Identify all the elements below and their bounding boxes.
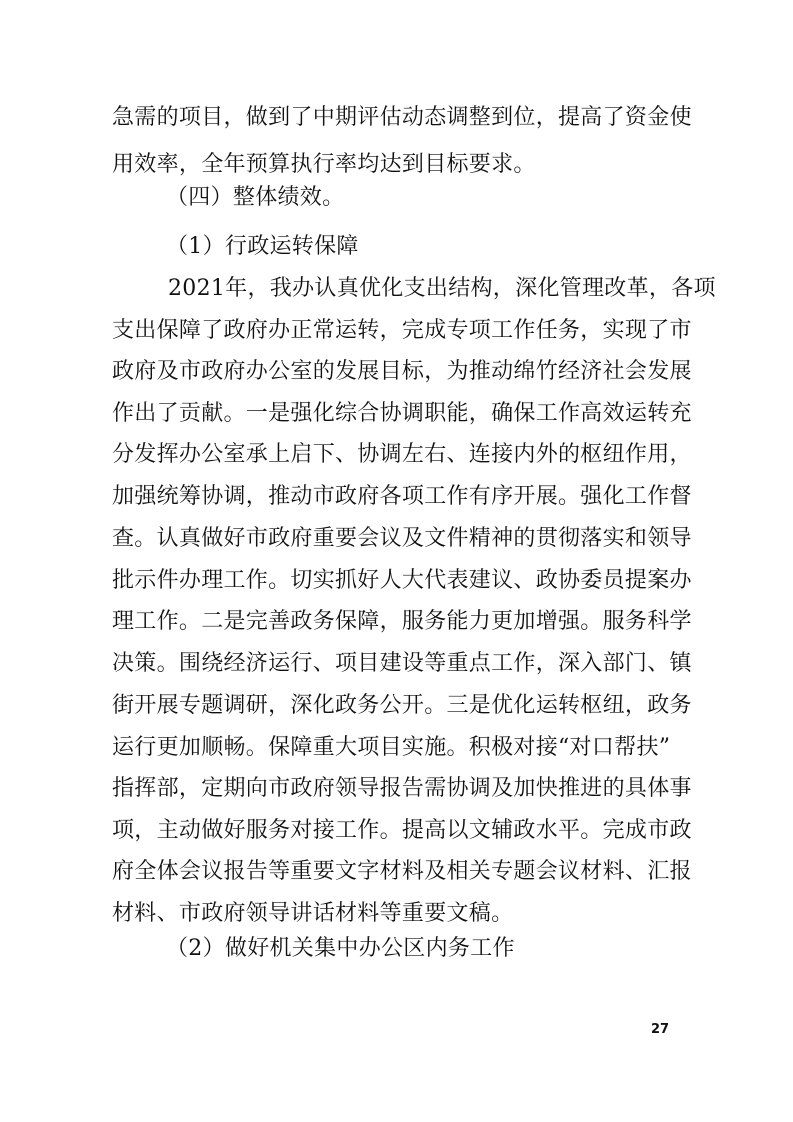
subsection-heading: （2）做好机关集中办公区内务工作 (166, 936, 515, 961)
section-heading: （四）整体绩效。 (166, 185, 345, 210)
body-text-line: 2021年，我办认真优化支出结构，深化管理改革，各项 (168, 276, 716, 301)
body-text-line: 批示件办理工作。切实抓好人大代表建议、政协委员提案办 (112, 568, 692, 593)
body-text-line: 查。认真做好市政府重要会议及文件精神的贯彻落实和领导 (112, 526, 692, 551)
body-text-line: 急需的项目，做到了中期评估动态调整到位，提高了资金使 (112, 105, 692, 130)
body-text-line: 街开展专题调研，深化政务公开。三是优化运转枢纽，政务 (112, 693, 692, 718)
body-text-line: 指挥部，定期向市政府领导报告需协调及加快推进的具体事 (112, 776, 692, 801)
subsection-heading: （1）行政运转保障 (166, 234, 359, 259)
page-number: 27 (651, 1022, 670, 1037)
body-text-line: 项，主动做好服务对接工作。提高以文辅政水平。完成市政 (112, 818, 692, 843)
body-text-line: 作出了贡献。一是强化综合协调职能，确保工作高效运转充 (112, 401, 692, 426)
body-text-line: 府全体会议报告等重要文字材料及相关专题会议材料、汇报 (112, 859, 692, 884)
body-text-line: 分发挥办公室承上启下、协调左右、连接内外的枢纽作用， (112, 442, 692, 467)
body-text-line: 加强统筹协调，推动市政府各项工作有序开展。强化工作督 (112, 484, 692, 509)
body-text-line: 政府及市政府办公室的发展目标，为推动绵竹经济社会发展 (112, 359, 692, 384)
body-text-line: 决策。围绕经济运行、项目建设等重点工作，深入部门、镇 (112, 651, 692, 676)
body-text-line: 用效率，全年预算执行率均达到目标要求。 (112, 152, 536, 177)
body-text-line: 材料、市政府领导讲话材料等重要文稿。 (112, 901, 514, 926)
body-text-line: 支出保障了政府办正常运转，完成专项工作任务，实现了市 (112, 318, 692, 343)
body-text-line: 运行更加顺畅。保障重大项目实施。积极对接“对口帮扶” (112, 735, 671, 760)
body-text-line: 理工作。二是完善政务保障，服务能力更加增强。服务科学 (112, 609, 692, 634)
